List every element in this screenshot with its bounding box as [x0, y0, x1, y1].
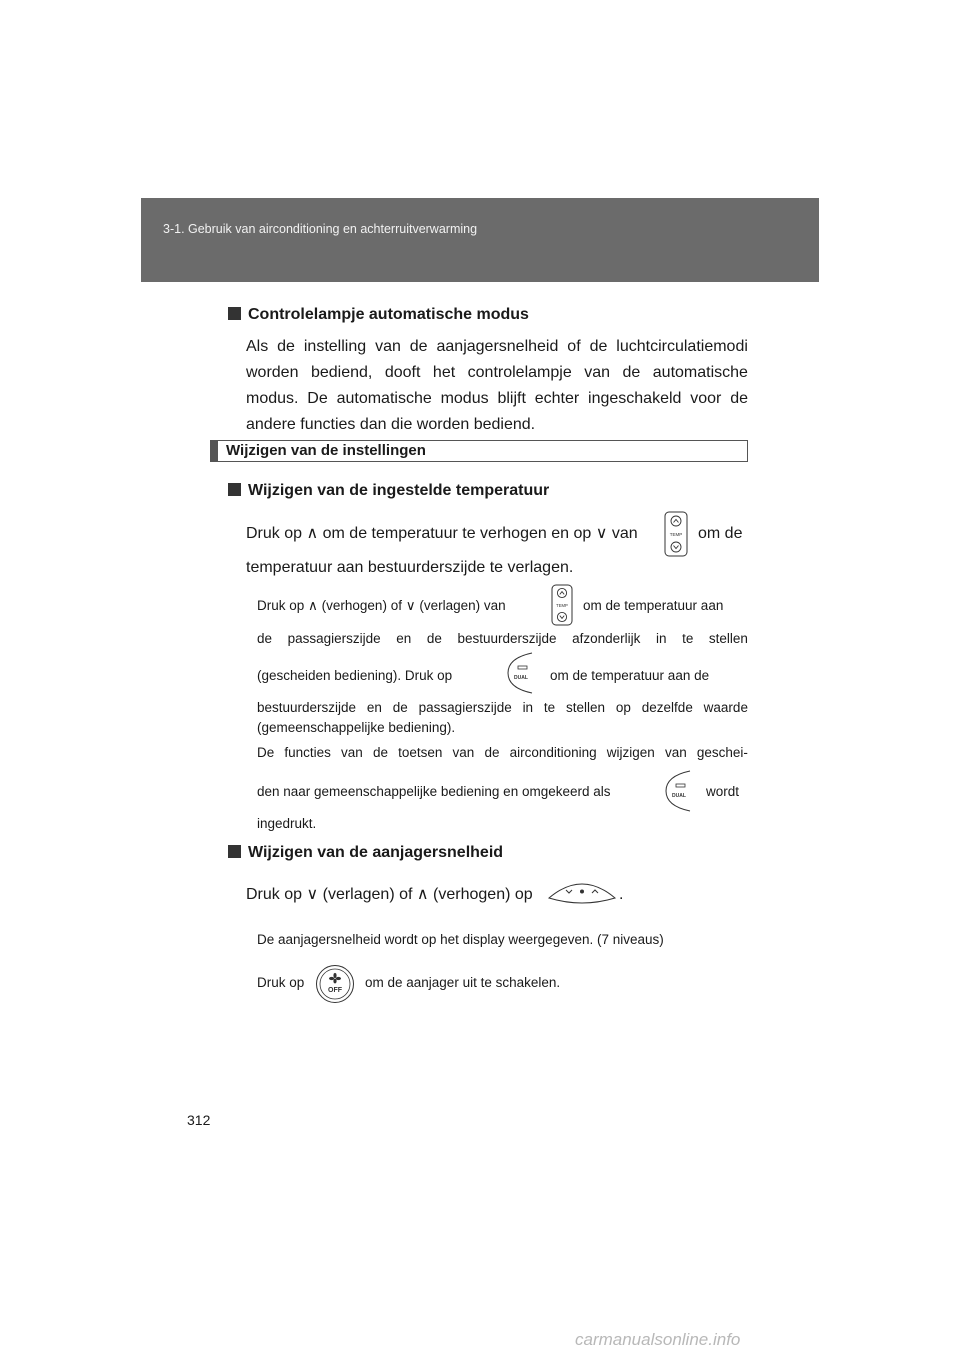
- bullet-square-icon: [228, 483, 241, 496]
- header-band: [141, 198, 819, 282]
- temp-button-icon: [664, 511, 688, 557]
- fan-speed-button-icon: [547, 876, 617, 906]
- temp-note8: ingedrukt.: [257, 816, 317, 831]
- fan-icon: [329, 973, 341, 984]
- temp-note7b: wordt: [706, 784, 740, 799]
- fan-line1a: Druk op ∨ (verlagen) of ∧ (verhogen) op: [246, 886, 533, 903]
- bullet-square-icon: [228, 307, 241, 320]
- auto-mode-line-3: modus. De automatische modus blijft echter ingeschakeld voor de: [246, 390, 748, 407]
- section-title: Wijzigen van de instellingen: [226, 442, 426, 459]
- auto-mode-line-2: worden bediend, dooft het controlelampje van de automatische: [246, 364, 748, 381]
- temp-line2: temperatuur aan bestuurderszijde te verlagen.: [246, 559, 574, 576]
- footer-watermark: carmanualsonline.info: [575, 1330, 741, 1349]
- temp-note3a: (gescheiden bediening). Druk op: [257, 668, 453, 683]
- auto-mode-line-1: Als de instelling van de aanjagersnelheid of de luchtcirculatiemodi: [246, 338, 748, 355]
- temp-note6: De functies van de toetsen van de airconditioning wijzigen van geschei-: [257, 745, 748, 760]
- auto-mode-block: [228, 306, 748, 324]
- page-number: 312: [187, 1112, 211, 1128]
- section-bar: [210, 440, 748, 462]
- svg-text:TEMP: TEMP: [556, 603, 568, 608]
- svg-text:DUAL: DUAL: [672, 793, 686, 799]
- svg-text:TEMP: TEMP: [669, 532, 683, 537]
- temp-heading: Wijzigen van de ingestelde temperatuur: [248, 482, 550, 499]
- auto-mode-heading: Controlelampje automatische modus: [248, 306, 529, 323]
- temp-line1b: om de: [698, 525, 743, 542]
- fan-heading: Wijzigen van de aanjagersnelheid: [248, 844, 504, 861]
- chapter-title: 3-1. Gebruik van airconditioning en achterruitverwarming: [163, 222, 478, 236]
- temp-note1a: Druk op ∧ (verhogen) of ∨ (verlagen) van: [257, 598, 506, 613]
- fan-note1: De aanjagersnelheid wordt op het display weergegeven. (7 niveaus): [257, 932, 664, 947]
- temp-line1a: Druk op ∧ om de temperatuur te verhogen en op ∨ van: [246, 525, 638, 542]
- fan-off-button-icon: [315, 964, 355, 1004]
- temp-note1b: om de temperatuur aan: [583, 598, 724, 613]
- svg-text:DUAL: DUAL: [514, 675, 528, 681]
- temp-note5: (gemeenschappelijke bediening).: [257, 720, 456, 735]
- dual-button-icon: [663, 770, 693, 812]
- temp-note3b: om de temperatuur aan de: [550, 668, 710, 683]
- dual-button-icon: [505, 652, 535, 694]
- temp-note7a: den naar gemeenschappelijke bediening en omgekeerd als: [257, 784, 611, 799]
- temp-note4: bestuurderszijde en de passagierszijde in te stellen op dezelfde waarde: [257, 700, 748, 715]
- auto-mode-line-4: andere functies dan die worden bediend.: [246, 416, 536, 433]
- auto-mode-text: [246, 334, 748, 438]
- fan-line1b: .: [619, 886, 624, 903]
- svg-text:OFF: OFF: [328, 987, 342, 994]
- fan-note2b: om de aanjager uit te schakelen.: [365, 975, 561, 990]
- temp-button-icon: [551, 584, 573, 626]
- fan-note2a: Druk op: [257, 975, 305, 990]
- fan-heading-row: [228, 844, 503, 862]
- temp-heading-row: [228, 482, 549, 500]
- bullet-square-icon: [228, 845, 241, 858]
- temp-note2: de passagierszijde en de bestuurderszijde afzonderlijk in te stellen: [257, 631, 748, 646]
